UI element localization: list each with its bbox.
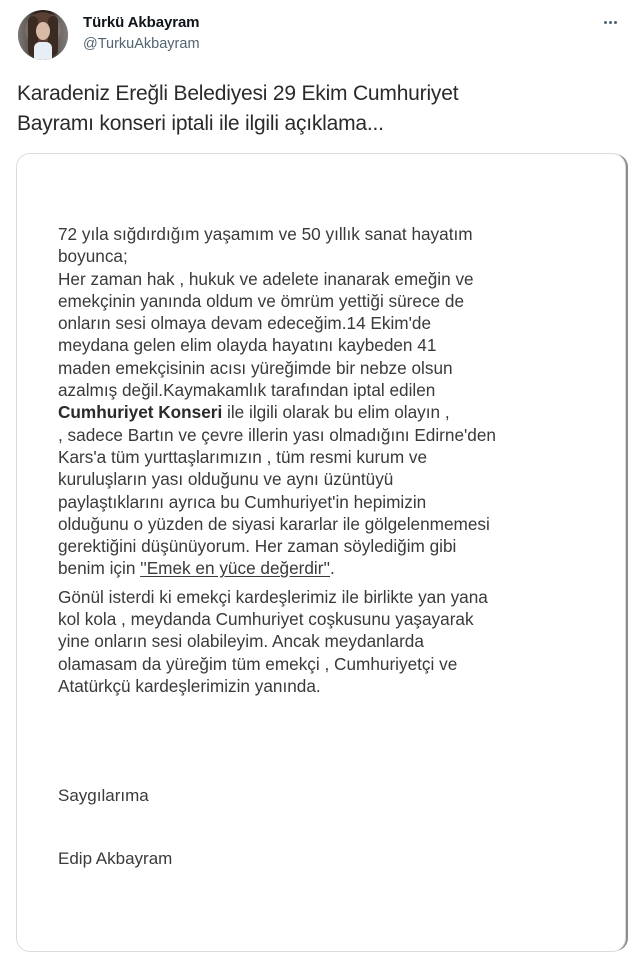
more-horizontal-icon (614, 21, 617, 24)
bold-phrase: Cumhuriyet Konseri (58, 402, 223, 423)
letter-line: Atatürkçü kardeşlerimizin yanında. (58, 675, 321, 696)
letter-line: Gönül isterdi ki emekçi kardeşlerimiz ile birlikte yan yana (58, 586, 488, 607)
letter-line: , sadece Bartın ve çevre illerin yası olmadığını Edirne'den (58, 424, 496, 445)
letter-line: gerektiğini düşünüyorum. Her zaman söylediğim gibi (58, 536, 457, 557)
statement-paragraph-2 (58, 586, 618, 697)
tweet-text (17, 79, 617, 139)
letter-text: ile ilgili olarak bu elim olayın , (222, 402, 450, 423)
letter-line: Her zaman hak , hukuk ve adelete inanarak emeğin ve (58, 268, 474, 289)
letter-line: emekçinin yanında oldum ve ömrüm yettiği sürece de (58, 290, 465, 311)
letter-text: . (330, 558, 335, 579)
more-options-button[interactable] (598, 14, 622, 30)
avatar-shirt (34, 42, 52, 60)
avatar[interactable] (18, 10, 68, 60)
letter-line: paylaştıklarını ayrıca bu Cumhuriyet'in hepimizin (58, 491, 427, 512)
tweet-header (0, 0, 640, 66)
author-handle[interactable]: @TurkuAkbayram (83, 36, 200, 52)
letter-line (58, 557, 618, 579)
letter-line: Kars'a tüm yurttaşlarımızın , tüm resmi kurum ve (58, 446, 428, 467)
letter-line: meydana gelen elim olayda hayatını kaybeden 41 (58, 335, 437, 356)
statement-paragraph-1 (58, 223, 618, 580)
letter-signature: Edip Akbayram (58, 849, 173, 868)
letter-line: 72 yıla sığdırdığım yaşamım ve 50 yıllık sanat hayatım (58, 224, 473, 244)
letter-text: benim için (58, 558, 141, 579)
letter-line: kuruluşların yası olduğunu ve aynı üzüntüyü (58, 469, 394, 490)
author-display-name[interactable]: Türkü Akbayram (83, 14, 200, 31)
avatar-face (36, 22, 50, 40)
letter-line: onların sesi olmaya devam edeceğim.14 Ekim'de (58, 313, 431, 334)
letter-line: olamasam da yüreğim tüm emekçi , Cumhuriyetçi ve (58, 653, 458, 674)
letter-line: kol kola , meydanda Cumhuriyet coşkusunu yaşayarak (58, 609, 474, 630)
statement-letter (58, 223, 618, 697)
letter-line: azalmış değil.Kaymakamlık tarafından iptal edilen (58, 380, 436, 401)
more-horizontal-icon (604, 21, 607, 24)
letter-line: yine onların sesi olabileyim. Ancak meydanlarda (58, 631, 424, 652)
letter-line (58, 401, 618, 423)
underlined-quote: ''Emek en yüce değerdir'' (140, 558, 331, 579)
tweet-text-line: Karadeniz Ereğli Belediyesi 29 Ekim Cumhuriyet (17, 82, 459, 105)
letter-line: boyunca; (58, 246, 128, 267)
letter-line: maden emekçisinin acısı yüreğimde bir nebze olsun (58, 357, 453, 378)
letter-closing: Saygılarıma (58, 786, 149, 805)
more-horizontal-icon (609, 21, 612, 24)
tweet-text-line: Bayramı konseri iptali ile ilgili açıklama... (17, 112, 384, 135)
letter-line: olduğunu o yüzden de siyasi kararlar ile gölgelenmemesi (58, 513, 490, 534)
